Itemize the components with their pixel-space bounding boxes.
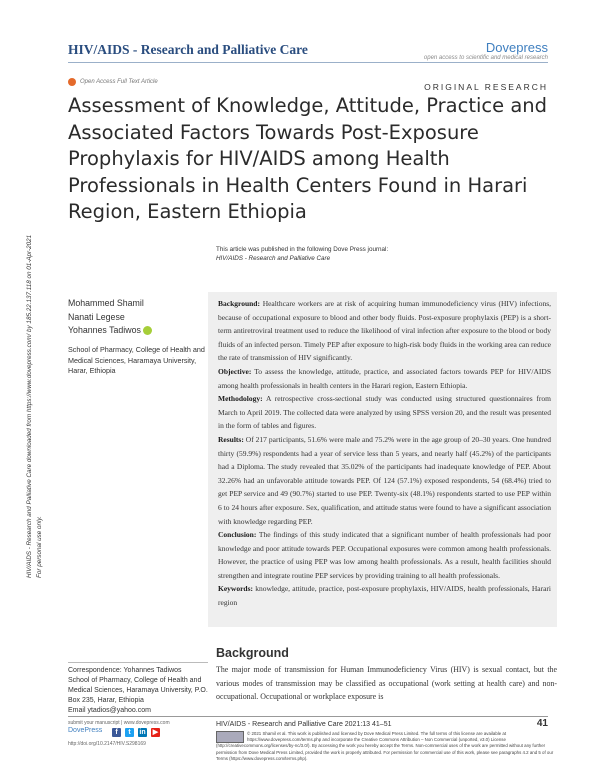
- footer-citation: HIV/AIDS - Research and Palliative Care 2021:13 41–51: [216, 721, 392, 728]
- publisher-name: Dovepress: [485, 40, 548, 55]
- publication-note-text: This article was published in the following Dove Press journal:: [216, 246, 389, 253]
- abstract-text: Healthcare workers are at risk of acquiring human immunodeficiency virus (HIV) infections, because of occupational exposure to blood and other body fluids. Post-exposure prophylaxis (PEP) is a short-term antiretroviral treatment used to reduce the likelihood of viral infection after exposure to the blood or body fluids of an infected person. Timely PEP after exposure to high-risk body fluids in the working area can reduce the rate of transmission of HIV significantly.: [218, 299, 552, 363]
- author-list: [68, 297, 152, 338]
- facebook-icon[interactable]: f: [112, 728, 121, 737]
- abstract-paragraph: [218, 433, 551, 528]
- abstract-text: The findings of this study indicated that a significant number of health professionals had poor knowledge and poor attitude towards PEP. Occupational exposures were common among health professionals. However, the practice of using PEP was low among health professionals. As a result, health facilities should strengthen and integrate routine PEP services by providing training to all health professionals.: [218, 530, 551, 580]
- abstract-text: To assess the knowledge, attitude, practice, and associated factors towards PEP for HIV/AIDS among health professionals in health centers in the Harari region, Eastern Ethiopia.: [218, 366, 551, 390]
- header-divider: [68, 62, 548, 63]
- abstract-label: Methodology:: [218, 394, 263, 404]
- youtube-icon[interactable]: ▶: [152, 729, 159, 736]
- abstract-paragraph: [218, 528, 551, 582]
- publisher-tagline: open access to scientific and medical research: [423, 55, 548, 61]
- orcid-icon[interactable]: [143, 326, 152, 335]
- abstract-text: A retrospective cross-sectional study was conducted using structured questionnaires from March to April 2019. The collected data were analyzed by using SPSS version 20, and the result was presented in the form of tables and figures.: [218, 394, 551, 431]
- article-title: Assessment of Knowledge, Attitude, Practice and Associated Factors Towards Post-Exposure Prophylaxis for HIV/AIDS among Health Professionals in Health Centers Found in Harari Region, Eastern Ethiopia: [68, 94, 548, 224]
- license-block: [216, 731, 557, 762]
- correspondence-label: Correspondence: Yohannes Tadiwos: [68, 667, 182, 674]
- background-heading: Background: [216, 646, 289, 660]
- publisher-logo[interactable]: [424, 40, 548, 61]
- abstract-box: [208, 292, 557, 627]
- doi-link[interactable]: http://doi.org/10.2147/HIV.S298169: [68, 741, 146, 747]
- page-number: 41: [536, 718, 548, 729]
- background-text: The major mode of transmission for Human Immunodeficiency Virus (HIV) is sexual contact, but the various modes of transmission may be classified as occupational (work setting at health care) and non-occupational. Occupational or workplace exposure is: [216, 665, 557, 701]
- author-name[interactable]: Yohannes Tadiwos: [68, 325, 141, 335]
- footer-brand[interactable]: DovePress: [68, 727, 103, 734]
- footer-divider: [68, 716, 548, 717]
- author-affiliation: School of Pharmacy, College of Health and Medical Sciences, Haramaya University, Harar, Ethiopia: [68, 345, 205, 375]
- download-watermark-line2: For personal use only.: [36, 516, 43, 578]
- abstract-label: Background:: [218, 299, 260, 308]
- abstract-label: Objective:: [218, 366, 252, 376]
- abstract-label: Conclusion:: [218, 530, 257, 540]
- twitter-icon[interactable]: t: [125, 728, 134, 737]
- author-name[interactable]: Mohammed Shamil: [68, 298, 144, 308]
- abstract-text: knowledge, attitude, practice, post-exposure prophylaxis, HIV/AIDS, health professionals, Harari region: [218, 584, 552, 608]
- abstract-paragraph: [218, 297, 551, 365]
- correspondence-email[interactable]: Email ytadios@yahoo.com: [68, 707, 151, 714]
- license-text: © 2021 Shamil et al. This work is published and licensed by Dove Medical Press Limited. The full terms of this license are available at https://www.dovepress.com/terms.php and incorporate the Creative Commons Attribution – Non Commercial (unported, v3.0) License (http://creativecommons.org/licenses/by-nc/3.0/). By accessing the work you hereby accept the Terms. Non-commercial uses of the work are permitted without any further permission from Dove Medical Press Limited, provided the work is properly attributed. For permission for commercial use of this work, please see paragraphs 4.2 and 5 of our Terms (https://www.dovepress.com/terms.php).: [216, 731, 554, 761]
- open-access-label: Open Access Full Text Article: [80, 79, 158, 85]
- creative-commons-icon[interactable]: [216, 731, 244, 743]
- download-watermark-line1: HIV/AIDS - Research and Palliative Care downloaded from https://www.dovepress.com/ by 185.22.137.118 on 01-Apr-2021: [26, 234, 33, 578]
- abstract-label: Results:: [218, 434, 244, 444]
- abstract-paragraph: [218, 392, 551, 433]
- download-watermark: [25, 118, 55, 578]
- linkedin-icon[interactable]: in: [139, 729, 146, 736]
- author-name[interactable]: Nanati Legese: [68, 311, 125, 322]
- correspondence-address: School of Pharmacy, College of Health and Medical Sciences, Haramaya University, P.O. Box 235, Harar, Ethiopia: [68, 677, 208, 704]
- open-access-lock-icon: [68, 78, 76, 86]
- publication-note-journal: HIV/AIDS - Research and Palliative Care: [216, 255, 331, 262]
- journal-title: HIV/AIDS - Research and Palliative Care: [68, 42, 308, 57]
- submit-manuscript-link[interactable]: submit your manuscript | www.dovepress.com: [68, 720, 170, 726]
- open-access-badge: [68, 78, 158, 86]
- abstract-text: Of 217 participants, 51.6% were male and 75.2% were in the age group of 20–30 years. One hundred thirty (59.9%) respondents had a year of service less than 5 years, and nearly half (45.2%) of the participants had a Diploma. The study revealed that 35.02% of the participants had inadequate knowledge of PEP. About 32.26% had an unfavorable attitude towards PEP. Of 124 (57.1%) exposed respondents, 54 (68.4%) tried to get PEP service and 49 (90.7%) started to use PEP. Twenty-six (48.1%) respondents started to use PEP within 6 to 24 hours after exposure. Sex, qualification, and attitude status were found to have a significant association with knowledge regarding PEP.: [218, 434, 551, 526]
- social-links: [112, 728, 160, 737]
- abstract-label: Keywords:: [218, 584, 253, 594]
- correspondence-block: [68, 662, 208, 716]
- abstract-paragraph: [218, 582, 551, 609]
- abstract-paragraph: [218, 365, 551, 392]
- publication-note: [216, 245, 388, 263]
- section-label: ORIGINAL RESEARCH: [424, 82, 548, 92]
